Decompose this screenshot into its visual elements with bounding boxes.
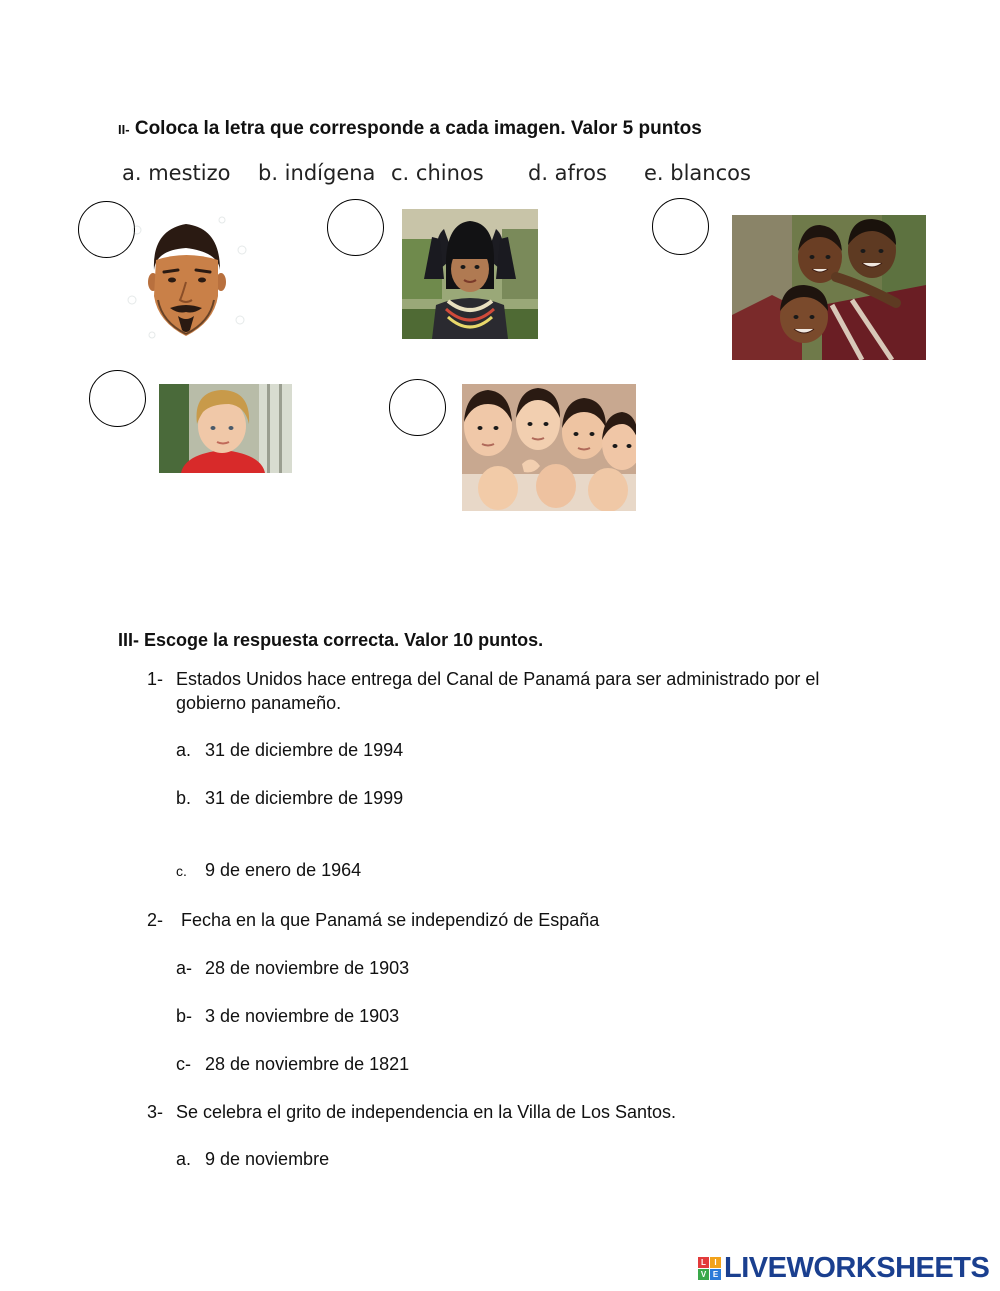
answer-circle-5[interactable] (389, 379, 446, 436)
q1-answer-c-letter: c. (176, 863, 187, 879)
q1-answer-a[interactable] (176, 740, 403, 761)
option-c: c. chinos (391, 161, 484, 185)
option-d: d. afros (528, 161, 607, 185)
section-2-text: Coloca la letra que corresponde a cada imagen. Valor 5 puntos (134, 118, 702, 139)
option-a: a. mestizo (122, 161, 231, 185)
q2-answer-c-letter: c- (176, 1054, 191, 1074)
cartoon-man-image (122, 210, 252, 345)
section-2-title (118, 118, 702, 140)
answer-circle-2[interactable] (327, 199, 384, 256)
question-2 (147, 908, 599, 932)
question-1 (147, 667, 819, 715)
logo-tile-l: L (698, 1257, 709, 1268)
answer-circle-4[interactable] (89, 370, 146, 427)
question-1-text: Estados Unidos hace entrega del Canal de Panamá para ser administrado por el (176, 669, 820, 689)
q3-answer-a-letter: a. (176, 1149, 192, 1169)
q1-answer-b-letter: b. (176, 788, 192, 808)
blond-boy-photo (159, 384, 292, 473)
q3-answer-a-text: 9 de noviembre (205, 1149, 330, 1169)
indigenous-girl-photo (402, 209, 538, 339)
logo-text: LIVEWORKSHEETS (724, 1252, 990, 1284)
q2-answer-b[interactable] (176, 1006, 399, 1027)
logo-tile-v: V (698, 1269, 709, 1280)
q2-answer-a[interactable] (176, 958, 409, 979)
question-1-number: 1- (147, 669, 164, 689)
option-e: e. blancos (644, 161, 751, 185)
option-b: b. indígena (258, 161, 376, 185)
afro-kids-photo (732, 215, 926, 360)
q1-answer-b[interactable] (176, 788, 403, 809)
q2-answer-b-text: 3 de noviembre de 1903 (205, 1006, 400, 1026)
q1-answer-c-text: 9 de enero de 1964 (205, 860, 362, 880)
q2-answer-a-letter: a- (176, 958, 193, 978)
q1-answer-b-text: 31 de diciembre de 1999 (205, 788, 404, 808)
question-3 (147, 1100, 676, 1124)
section-3-title: III- Escoge la respuesta correcta. Valor 10 puntos. (118, 630, 544, 650)
q1-answer-c[interactable] (176, 860, 361, 881)
question-1-text-cont: gobierno panameño. (176, 693, 342, 713)
logo-icon (698, 1257, 721, 1280)
q1-answer-a-text: 31 de diciembre de 1994 (205, 740, 404, 760)
asian-children-photo (462, 384, 636, 511)
q3-answer-a[interactable] (176, 1149, 329, 1170)
q2-answer-c[interactable] (176, 1054, 409, 1075)
question-2-number: 2- (147, 910, 164, 930)
q2-answer-b-letter: b- (176, 1006, 193, 1026)
q2-answer-c-text: 28 de noviembre de 1821 (205, 1054, 410, 1074)
q2-answer-a-text: 28 de noviembre de 1903 (205, 958, 410, 978)
q1-answer-a-letter: a. (176, 740, 192, 760)
question-3-number: 3- (147, 1102, 164, 1122)
answer-circle-3[interactable] (652, 198, 709, 255)
logo-tile-i: I (710, 1257, 721, 1268)
question-2-text: Fecha en la que Panamá se independizó de España (176, 910, 600, 930)
liveworksheets-logo[interactable] (698, 1252, 989, 1285)
section-2-number: II- (118, 122, 130, 137)
logo-tile-e: E (710, 1269, 721, 1280)
question-3-text: Se celebra el grito de independencia en la Villa de Los Santos. (176, 1102, 677, 1122)
